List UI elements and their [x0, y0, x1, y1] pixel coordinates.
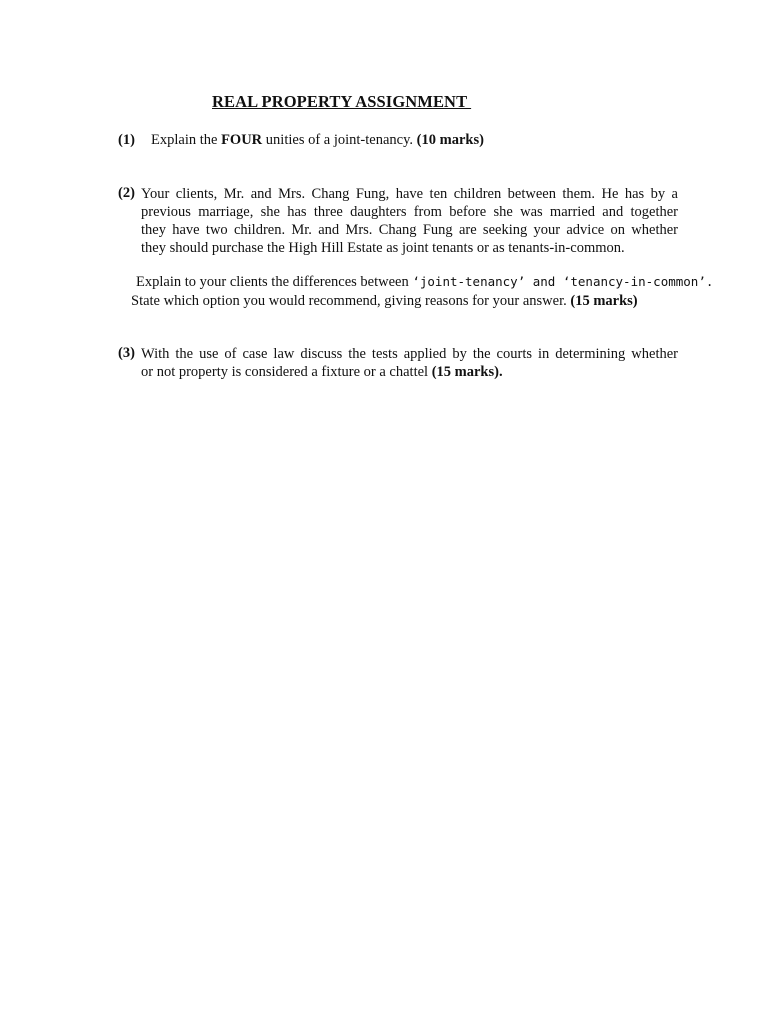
question-1-marks: (10 marks): [416, 132, 484, 148]
document-title: REAL PROPERTY ASSIGNMENT: [212, 92, 472, 111]
question-3-line-1: With the use of case law discuss the tests applied by the courts in determining whether: [141, 346, 678, 362]
question-2-marks: (15 marks): [570, 293, 638, 309]
question-1-emphasis: FOUR: [221, 132, 263, 148]
question-2-explain-line: [136, 273, 713, 291]
question-3-paragraph: [141, 345, 678, 381]
question-2-number: (2): [118, 185, 135, 201]
question-1-text-before: Explain the: [151, 132, 222, 148]
question-2-line: Your clients, Mr. and Mrs. Chang Fung, have ten children between them. He has by a: [141, 186, 678, 202]
question-1-text-after: unities of a joint-tenancy.: [262, 132, 417, 148]
question-3-line-2: [141, 363, 678, 381]
question-2-line: they have two children. Mr. and Mrs. Chang Fung are seeking your advice on whether: [141, 222, 678, 238]
question-2-explain-terms: ‘joint-tenancy’ and ‘tenancy-in-common’.: [412, 274, 714, 289]
question-2-line: they should purchase the High Hill Estate as joint tenants or as tenants-in-common.: [141, 240, 625, 256]
question-2-paragraph: [141, 185, 678, 257]
question-2-line: previous marriage, she has three daughters from before she was married and together: [141, 204, 678, 220]
question-1-text: [151, 131, 484, 149]
question-2-state-text: State which option you would recommend, giving reasons for your answer.: [131, 293, 571, 309]
question-3-line-2-text: or not property is considered a fixture or a chattel: [141, 364, 432, 380]
question-2-explain-prefix: Explain to your clients the differences between: [136, 274, 413, 290]
question-1-number: (1): [118, 132, 135, 148]
question-3-marks: (15 marks).: [431, 364, 503, 380]
question-3-number: (3): [118, 345, 135, 361]
question-2-state-line: [131, 292, 638, 310]
